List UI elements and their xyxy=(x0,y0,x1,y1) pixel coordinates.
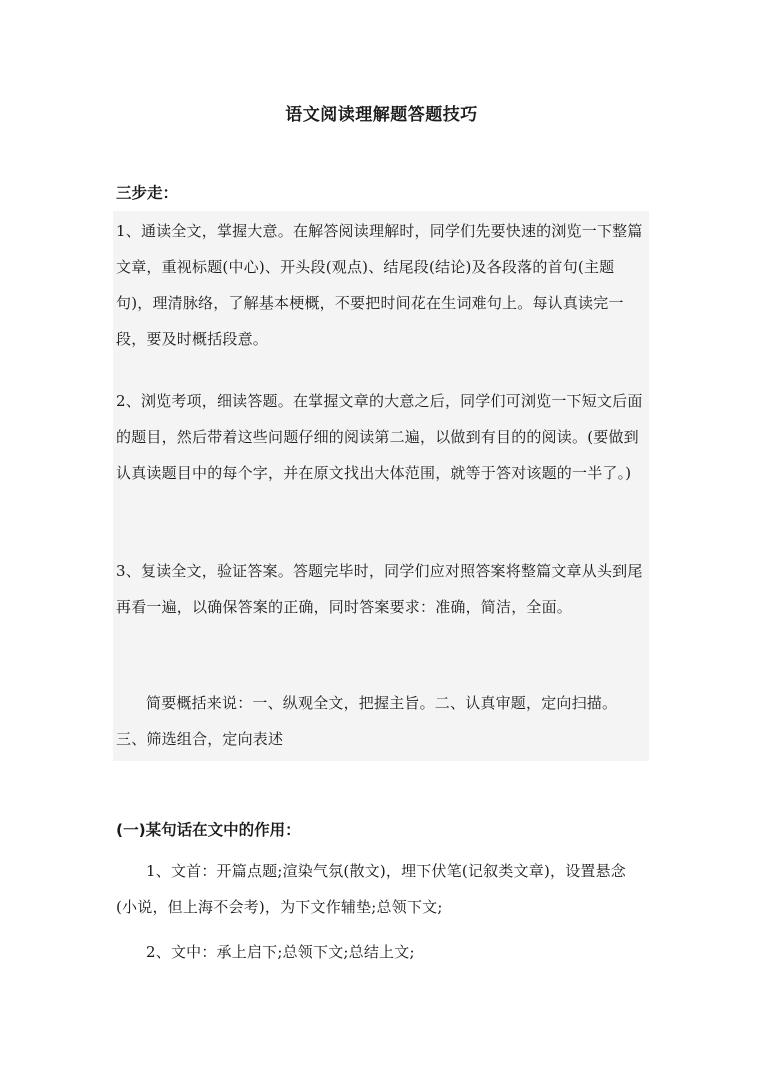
function-item-middle: 2、文中：承上启下;总领下文;总结上文; xyxy=(146,943,415,961)
document-title: 语文阅读理解题答题技巧 xyxy=(285,105,478,125)
step-2-paragraph: 2、浏览考项，细读答题。在掌握文章的大意之后，同学们可浏览一下短文后面的题目，然后带着这些问题仔细的阅读第二遍，以做到有目的的阅读。(要做到认真读题目中的每个字，并在原文找出大体范围，就等于答对该题的一半了。) xyxy=(116,392,643,482)
function-item-beginning: 1、文首：开篇点题;渲染气氛(散文)，埋下伏笔(记叙类文章)，设置悬念(小说，但上海不会考)，为下文作辅垫;总领下文; xyxy=(116,862,627,916)
three-steps-heading: 三步走： xyxy=(116,184,179,202)
step-3-paragraph: 3、复读全文，验证答案。答题完毕时，同学们应对照答案将整篇文章从头到尾再看一遍，以确保答案的正确，同时答案要求：准确，简洁，全面。 xyxy=(116,562,643,616)
step-1-paragraph: 1、通读全文，掌握大意。在解答阅读理解时，同学们先要快速的浏览一下整篇文章，重视标题(中心)、开头段(观点)、结尾段(结论)及各段落的首句(主题句)，理清脉络，了解基本梗概，不要把时间花在生词难句上。每认真读完一段，要及时概括段意。 xyxy=(116,222,643,348)
summary-paragraph: 简要概括来说：一、纵观全文，把握主旨。二、认真审题，定向扫描。三、筛选组合，定向表述 xyxy=(116,694,618,748)
sentence-function-heading: (一)某句话在文中的作用： xyxy=(116,821,301,839)
